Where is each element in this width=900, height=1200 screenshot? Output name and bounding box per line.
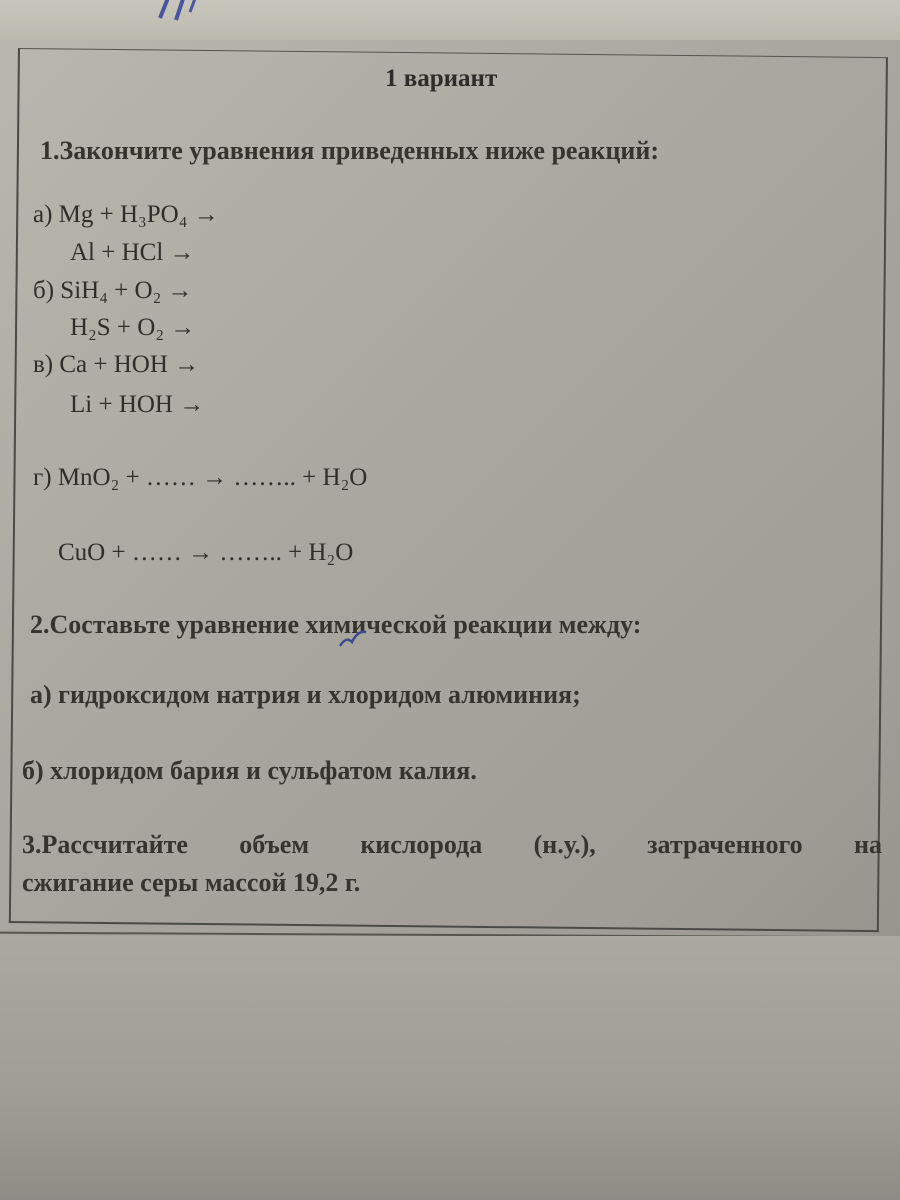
equation-a2: Al + HCl → — [70, 239, 195, 266]
task2-heading: 2.Составьте уравнение химической реакции между: — [30, 610, 642, 639]
equation-g2: CuO + …… → …….. + H₂O — [58, 539, 354, 566]
task2-item-b: б) хлоридом бария и сульфатом калия. — [22, 756, 477, 785]
task3-word: объем — [239, 830, 310, 859]
task3-word: кислорода — [360, 830, 483, 859]
paper-top-edge — [0, 0, 900, 40]
equation-v2: Li + HOH → — [70, 391, 205, 418]
variant-title: 1 вариант — [385, 65, 498, 92]
equation-v1: в) Ca + HOH → — [33, 351, 200, 378]
lower-blank-sheet — [0, 936, 900, 1200]
task3-word: 3.Рассчитайте — [22, 830, 188, 859]
task3-word: затраченного — [647, 830, 803, 859]
checkmark-tick-icon — [338, 628, 368, 650]
equation-g1: г) MnO₂ + …… → …….. + H₂O — [33, 464, 368, 491]
equation-a1: а) Mg + H₃PO₄ → — [33, 201, 219, 228]
equation-b2: H₂S + O₂ → — [70, 314, 196, 341]
task3-line2: сжигание серы массой 19,2 г. — [22, 868, 361, 897]
task3-word: на — [853, 830, 882, 859]
blue-ink-scribble-icon — [150, 0, 210, 26]
task1-heading: 1.Закончите уравнения приведенных ниже реакций: — [40, 136, 660, 165]
task3-word: (н.у.), — [533, 830, 596, 859]
task3-line1 — [22, 832, 882, 858]
equation-b1: б) SiH₄ + O₂ → — [33, 277, 193, 304]
task2-item-a: а) гидроксидом натрия и хлоридом алюминия; — [30, 680, 581, 709]
